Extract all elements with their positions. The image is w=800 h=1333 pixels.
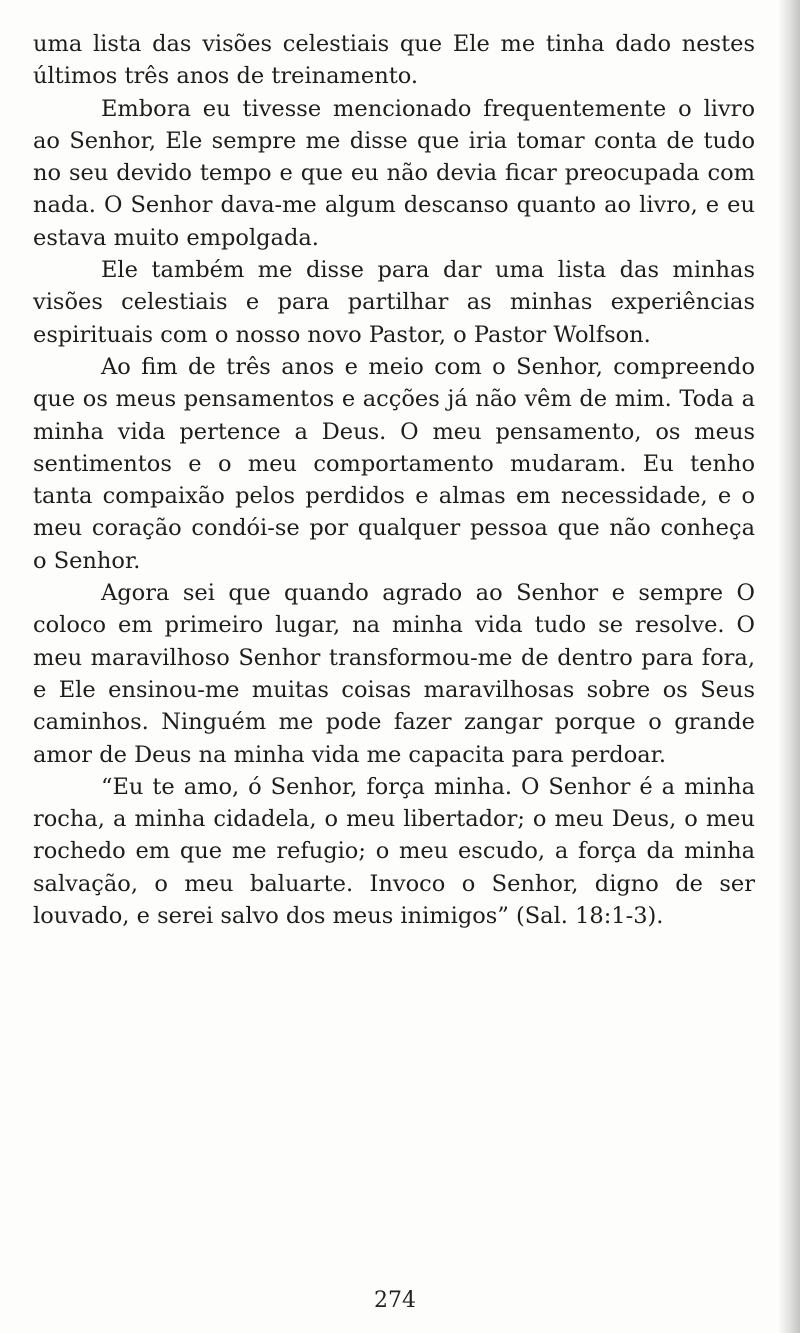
page-edge-shadow [778,0,800,1333]
paragraph-2: Embora eu tivesse mencionado frequentemente o livro ao Senhor, Ele sempre me disse que iria tomar conta de tudo no seu devido tempo e que eu não devia ficar preocupada com nada. O Senhor dava-me algum descanso quanto ao livro, e eu estava muito empolgada. [33,95,755,251]
paragraph-3: Ele também me disse para dar uma lista das minhas visões celestiais e para partilhar as minhas experiências espirituais com o nosso novo Pastor, o Pastor Wolfson. [33,257,755,348]
page-body-text [33,28,755,932]
page-number: 274 [374,1288,416,1313]
paragraph-1: uma lista das visões celestiais que Ele me tinha dado nestes últimos três anos de treinamento. [33,31,755,90]
paragraph-5: Agora sei que quando agrado ao Senhor e sempre O coloco em primeiro lugar, na minha vida tudo se resolve. O meu maravilhoso Senhor transformou-me de dentro para fora, e Ele ensinou-me muitas coisas maravilhosas sobre os Seus caminhos. Ninguém me pode fazer zangar porque o grande amor de Deus na minha vida me capacita para perdoar. [33,580,755,768]
paragraph-4: Ao fim de três anos e meio com o Senhor, compreendo que os meus pensamentos e acções já não vêm de mim. Toda a minha vida pertence a Deus. O meu pensamento, os meus sentimentos e o meu comportamento mudaram. Eu tenho tanta compaixão pelos perdidos e almas em necessidade, e o meu coração condói-se por qualquer pessoa que não conheça o Senhor. [33,353,755,574]
paragraph-6: “Eu te amo, ó Senhor, força minha. O Senhor é a minha rocha, a minha cidadela, o meu libertador; o meu Deus, o meu rochedo em que me refugio; o meu escudo, a força da minha salvação, o meu baluarte. Invoco o Senhor, digno de ser louvado, e serei salvo dos meus inimigos” (Sal. 18:1-3). [33,773,755,930]
